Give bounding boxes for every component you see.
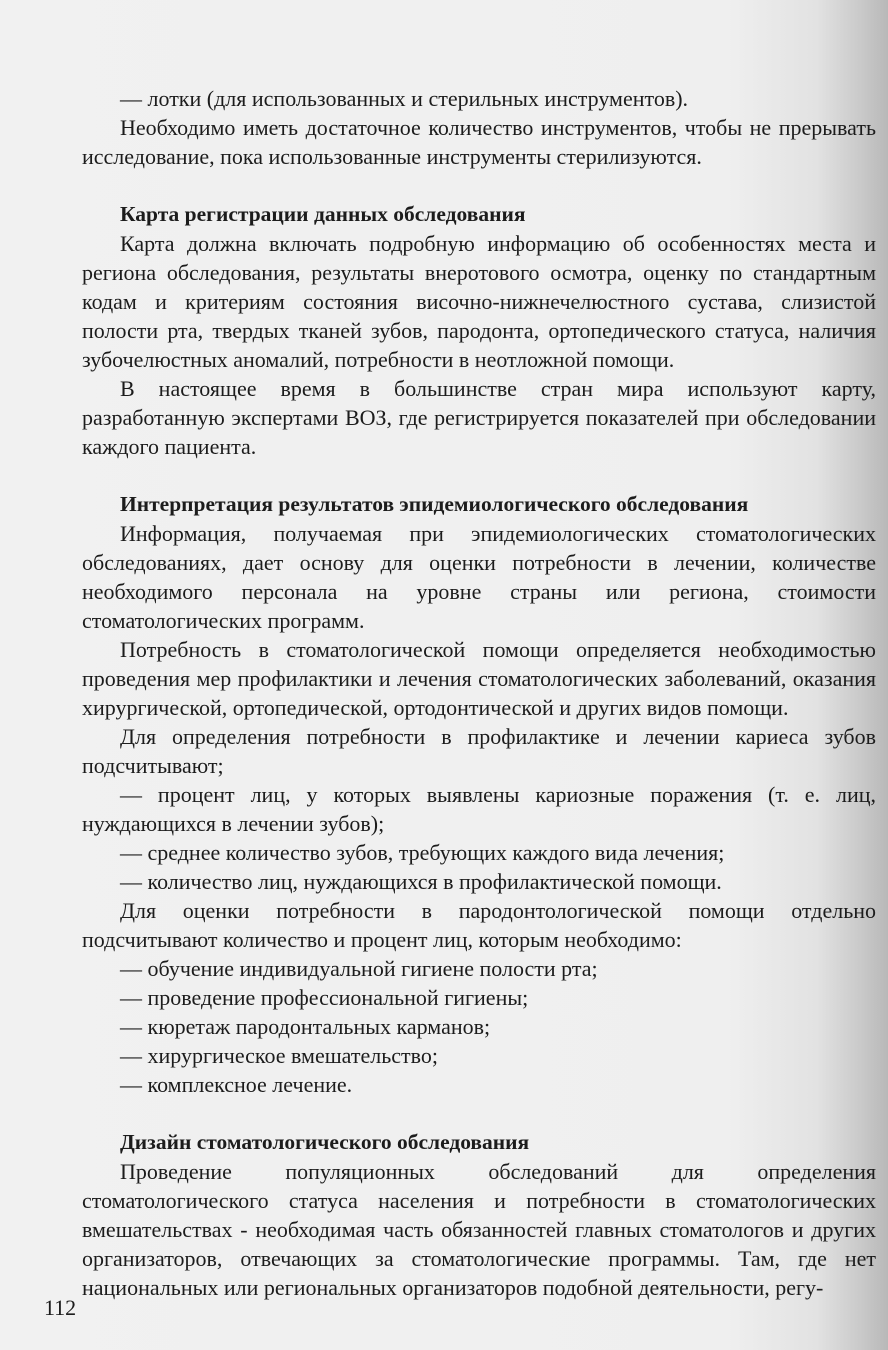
- paragraph: Потребность в стоматологической помощи определяется необходимостью проведения мер профилактики и лечения стоматологических заболеваний, оказания хирургической, ортопедической, ортодонтической и других видов помощи.: [82, 637, 876, 720]
- list-item: — кюретаж пародонтальных карманов;: [120, 1014, 491, 1039]
- section-heading: Дизайн стоматологического обследования: [120, 1130, 530, 1154]
- paragraph: Для оценки потребности в пародонтологической помощи отдельно подсчитывают количество и процент лиц, которым необходимо:: [82, 898, 876, 952]
- list-item: — проведение профессиональной гигиены;: [120, 985, 529, 1010]
- paragraph: Информация, получаемая при эпидемиологических стоматологических обследованиях, дает основу для оценки потребности в лечении, количестве необходимого персонала на уровне страны или региона, стоимости стоматологических программ.: [82, 521, 876, 633]
- paragraph: Проведение популяционных обследований для определения стоматологического статуса населения и потребности в стоматологических вмешательствах - необходимая часть обязанностей главных стоматологов и других организаторов, отвечающих за стоматологические программы. Там, где нет национальных или региональных организаторов подобной деятельности, регу-: [82, 1159, 876, 1300]
- section-heading: Интерпретация результатов эпидемиологического обследования: [120, 492, 749, 516]
- paragraph: Для определения потребности в профилактике и лечении кариеса зубов подсчитывают;: [82, 724, 876, 778]
- list-item: — среднее количество зубов, требующих каждого вида лечения;: [120, 840, 725, 865]
- paragraph: В настоящее время в большинстве стран мира используют карту, разработанную экспертами ВОЗ, где регистрируется показателей при обследовании каждого пациента.: [82, 376, 876, 459]
- list-item: — количество лиц, нуждающихся в профилактической помощи.: [120, 869, 722, 894]
- list-item: — комплексное лечение.: [120, 1072, 353, 1097]
- list-item: — хирургическое вмешательство;: [120, 1043, 438, 1068]
- list-item: — обучение индивидуальной гигиене полости рта;: [120, 956, 598, 981]
- page-number: 112: [44, 1295, 77, 1320]
- paragraph: Карта должна включать подробную информацию об особенностях места и региона обследования, результаты внеротового осмотра, оценку по стандартным кодам и критериям состояния височно-нижнечелюстного сустава, слизистой полости рта, твердых тканей зубов, пародонта, ортопедического статуса, наличия зубочелюстных аномалий, потребности в неотложной помощи.: [82, 231, 876, 372]
- list-item: — лотки (для использованных и стерильных инструментов).: [120, 86, 689, 111]
- section-heading: Карта регистрации данных обследования: [120, 202, 526, 226]
- page-text: [82, 84, 876, 1302]
- paragraph: Необходимо иметь достаточное количество инструментов, чтобы не прерывать исследование, пока использованные инструменты стерилизуются.: [82, 115, 876, 169]
- list-item: — процент лиц, у которых выявлены кариозные поражения (т. е. лиц, нуждающихся в лечении зубов);: [82, 782, 876, 836]
